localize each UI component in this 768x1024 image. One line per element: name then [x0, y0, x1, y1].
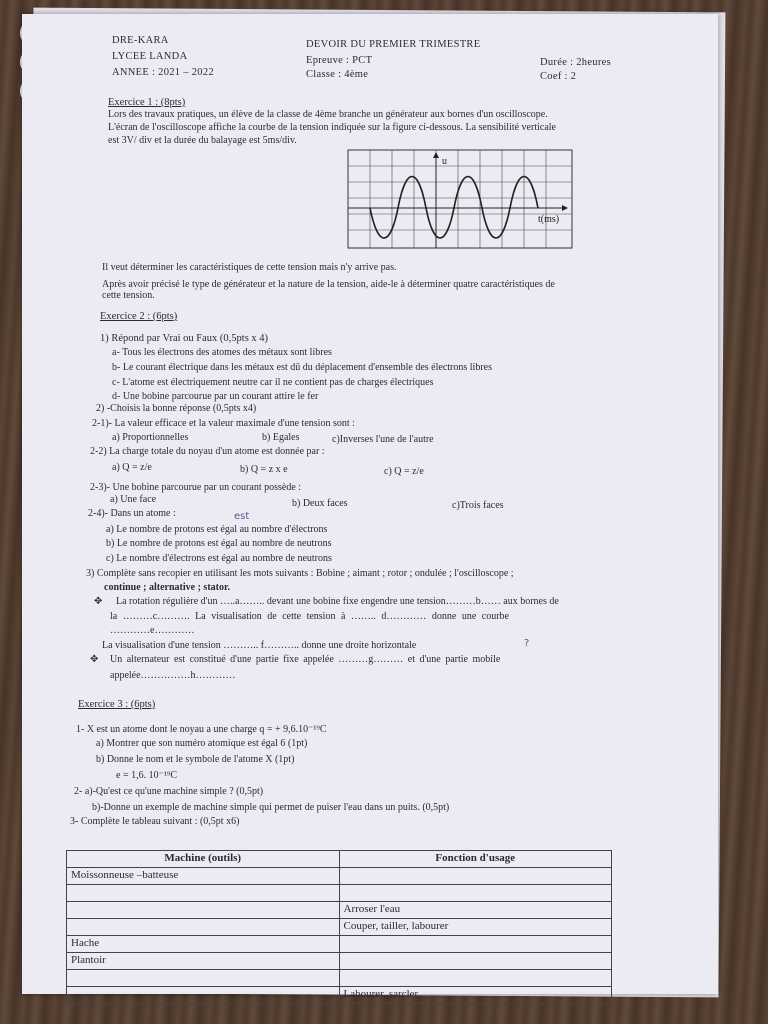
table-cell: Arroser l'eau — [339, 902, 612, 919]
table-cell — [67, 902, 340, 919]
question: 1) Répond par Vrai ou Faux (0,5pts x 4) — [100, 333, 269, 344]
fill-in-sentence: …………e………… — [110, 625, 195, 636]
answer-option: c)Trois faces — [452, 500, 504, 511]
answer-option: b) Deux faces — [292, 498, 348, 509]
table-cell — [67, 919, 340, 936]
answer-option: a) Proportionnelles — [112, 432, 189, 443]
handwritten-mark: ? — [524, 638, 530, 649]
bullet-icon: ✥ — [94, 596, 103, 607]
table-cell — [339, 868, 612, 885]
school-region: DRE-KARA — [112, 35, 169, 46]
word-list: continue ; alternative ; stator. — [104, 582, 230, 593]
table-row — [67, 936, 612, 953]
table-header-row — [67, 851, 612, 868]
column-header: Fonction d'usage — [339, 851, 612, 868]
table-cell: Plantoir — [67, 953, 340, 970]
y-axis-label: u — [442, 156, 447, 167]
column-header: Machine (outils) — [67, 851, 340, 868]
question: 2-4)- Dans un atome : — [88, 508, 176, 519]
fill-in-sentence: la ………c………. La visualisation de cette tension à …….. d………… donne une courbe — [110, 611, 509, 622]
answer-option: c)Inverses l'une de l'autre — [332, 434, 434, 445]
machine-table — [66, 850, 612, 1004]
table-cell — [339, 936, 612, 953]
table-cell: Couper, tailler, labourer — [339, 919, 612, 936]
table-cell: Hache — [67, 936, 340, 953]
answer-option: a) Q = z/e — [112, 462, 152, 473]
bullet-icon: ✥ — [90, 654, 99, 665]
question-item: b- Le courant électrique dans les métaux est dû du déplacement d'ensemble des électrons libres — [112, 362, 492, 373]
question: 2-1)- La valeur efficace et la valeur maximale d'une tension sont : — [92, 418, 355, 429]
fill-in-sentence: La visualisation d'une tension ……….. f……….. donne une droite horizontale — [102, 640, 417, 651]
question-item: c- L'atome est électriquement neutre car il ne contient pas de charges électriques — [112, 377, 434, 388]
exercise-2-title: Exercice 2 : (6pts) — [100, 311, 178, 322]
table-row — [67, 970, 612, 987]
exercise-1-text: cette tension. — [102, 290, 155, 301]
exercise-3-title: Exercice 3 : (6pts) — [78, 699, 156, 710]
handwritten-annotation: est — [234, 511, 250, 522]
exam-coef: Coef : 2 — [540, 71, 577, 82]
table-cell — [339, 970, 612, 987]
exercise-1-text: L'écran de l'oscilloscope affiche la courbe de la tension indiquée sur la figure ci-dessous. La sensibilité verticale — [108, 122, 556, 133]
answer-option: b) Le nombre de protons est égal au nombre de neutrons — [106, 538, 332, 549]
table-cell: Labourer, sarcler — [339, 987, 612, 1004]
table-cell — [67, 970, 340, 987]
x-axis-label: t(ms) — [538, 214, 560, 225]
answer-option: c) Q = z/e — [384, 466, 424, 477]
question: 3- Complète le tableau suivant : (0,5pt x6) — [70, 816, 240, 827]
oscilloscope-screen — [348, 150, 572, 248]
question: 1- X est un atome dont le noyau a une charge q = + 9,6.10⁻¹⁹C — [76, 724, 327, 735]
fill-in-sentence: Un alternateur est constitué d'une partie fixe appelée ………g……… et d'une partie mobile — [110, 654, 501, 665]
question: 2) -Choisis la bonne réponse (0,5pts x4) — [96, 403, 257, 414]
given-value: e = 1,6. 10⁻¹⁹C — [116, 770, 178, 781]
table-row — [67, 919, 612, 936]
question-item: a) Montrer que son numéro atomique est égal 6 (1pt) — [96, 738, 308, 749]
exercise-1-text: Lors des travaux pratiques, un élève de la classe de 4ème branche un générateur aux bornes d'un oscilloscope. — [108, 109, 548, 120]
answer-option: b) Q = z x e — [240, 464, 288, 475]
table-cell: Moissonneuse –batteuse — [67, 868, 340, 885]
answer-option: a) Une face — [110, 494, 157, 505]
table-row — [67, 885, 612, 902]
question-item: a- Tous les électrons des atomes des métaux sont libres — [112, 347, 332, 358]
exam-subject: Epreuve : PCT — [306, 55, 373, 66]
exam-duration: Durée : 2heures — [540, 57, 611, 68]
fill-in-sentence: La rotation régulière d'un …..a…….. devant une bobine fixe engendre une tension………b…… aux bornes de — [116, 596, 559, 607]
question-item: d- Une bobine parcourue par un courant attire le fer — [112, 391, 319, 402]
answer-option: a) Le nombre de protons est égal au nombre d'électrons — [106, 524, 328, 535]
fill-in-sentence: appelée……………h………… — [110, 670, 236, 681]
table-row — [67, 902, 612, 919]
exam-title: DEVOIR DU PREMIER TRIMESTRE — [306, 39, 481, 50]
table-row — [67, 987, 612, 1004]
school-name: LYCEE LANDA — [112, 51, 188, 62]
table-cell — [339, 885, 612, 902]
table-cell — [339, 953, 612, 970]
answer-option: b) Egales — [262, 432, 300, 443]
question-item: b) Donne le nom et le symbole de l'atome X (1pt) — [96, 754, 295, 765]
exercise-1-text: Il veut déterminer les caractéristiques de cette tension mais n'y arrive pas. — [102, 262, 397, 273]
school-year: ANNEE : 2021 – 2022 — [112, 67, 214, 78]
question: 2- a)-Qu'est ce qu'une machine simple ? (0,5pt) — [74, 786, 264, 797]
question: 2-3)- Une bobine parcourue par un courant possède : — [90, 482, 302, 493]
exercise-1-text: Après avoir précisé le type de générateur et la nature de la tension, aide-le à déterminer quatre caractéristiques de — [102, 279, 555, 290]
table-row — [67, 953, 612, 970]
exam-class: Classe : 4ème — [306, 69, 369, 80]
question-item: b)-Donne un exemple de machine simple qui permet de puiser l'eau dans un puits. (0,5pt) — [92, 802, 450, 813]
exercise-1-title: Exercice 1 : (8pts) — [108, 97, 186, 108]
question: 2-2) La charge totale du noyau d'un atome est donnée par : — [90, 446, 325, 457]
table-row — [67, 868, 612, 885]
table-cell — [67, 987, 340, 1004]
exercise-1-text: est 3V/ div et la durée du balayage est 5ms/div. — [108, 135, 297, 146]
table-cell — [67, 885, 340, 902]
answer-option: c) Le nombre d'électrons est égal au nombre de neutrons — [106, 553, 332, 564]
question: 3) Complète sans recopier en utilisant les mots suivants : Bobine ; aimant ; rotor ; ondulée ; l'oscilloscope ; — [86, 568, 514, 579]
exam-sheet — [22, 14, 718, 1001]
